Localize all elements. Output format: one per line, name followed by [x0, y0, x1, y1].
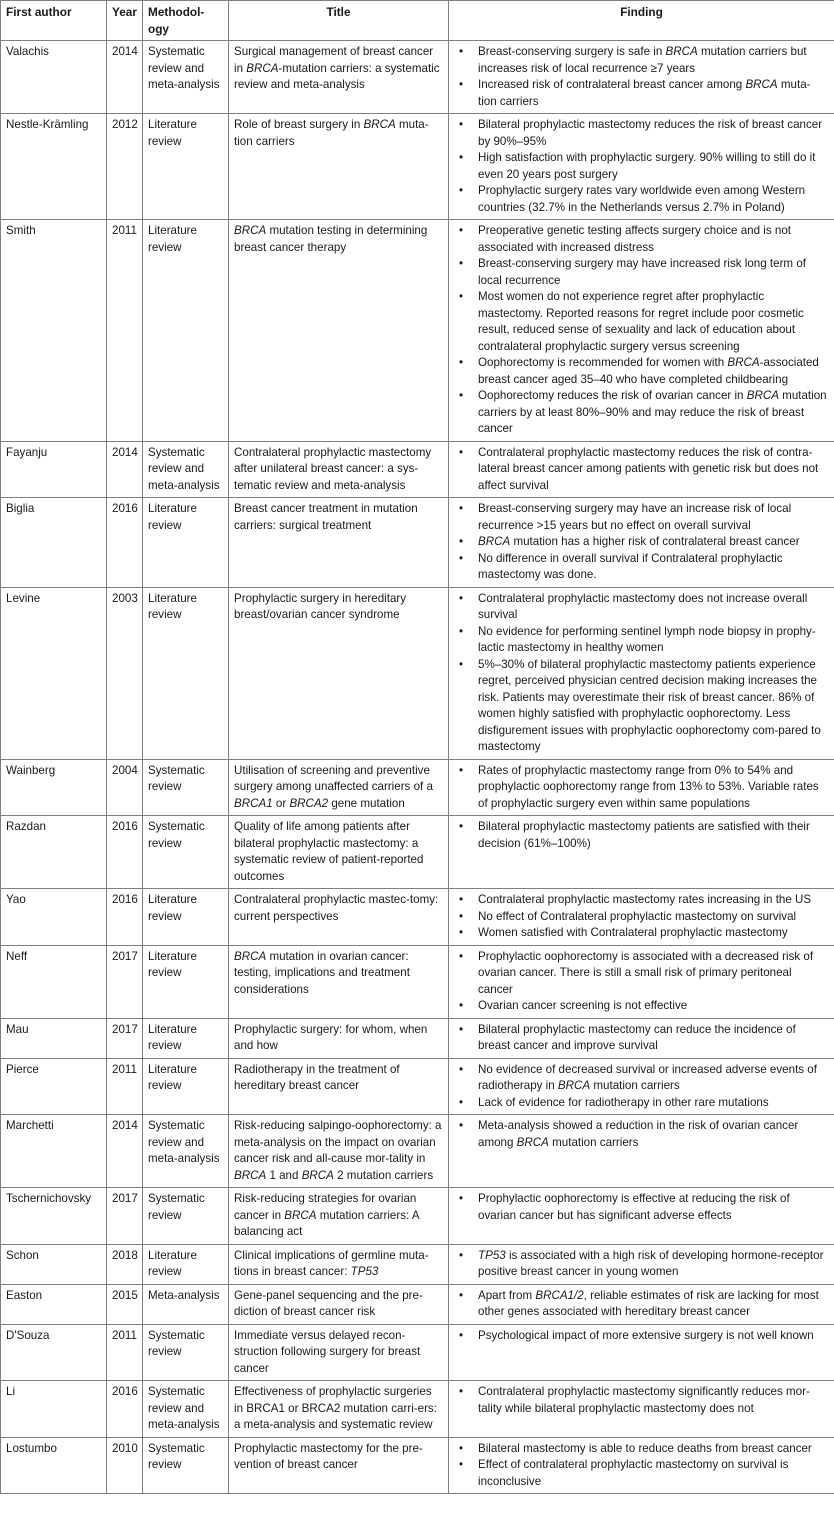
finding-item: • Rates of prophylactic mastectomy range from 0% to 54% and prophylactic oophorectomy range from 13% to 53%. Variable rates of prophylactic surgery even within same populations [454, 763, 829, 813]
cell-author: Li [1, 1381, 107, 1438]
header-title: Title [229, 1, 449, 41]
cell-title: Prophylactic surgery in hereditary breast/ovarian cancer syndrome [229, 587, 449, 759]
finding-item: • Bilateral mastectomy is able to reduce deaths from breast cancer [454, 1441, 829, 1458]
cell-year: 2017 [107, 945, 143, 1018]
cell-methodology: Systematic review and meta-analysis [143, 441, 229, 498]
finding-list [454, 1191, 829, 1224]
cell-finding [449, 1381, 834, 1438]
cell-title: Effectiveness of prophylactic surgeries in BRCA1 or BRCA2 mutation carri-ers: a meta-analysis and systematic review [229, 1381, 449, 1438]
cell-author: Biglia [1, 498, 107, 588]
cell-year: 2016 [107, 816, 143, 889]
finding-item: • Breast-conserving surgery may have an increase risk of local recurrence >15 years but no effect on overall survival [454, 501, 829, 534]
cell-year: 2017 [107, 1018, 143, 1058]
finding-item: • No effect of Contralateral prophylactic mastectomy on survival [454, 909, 829, 926]
cell-year: 2014 [107, 441, 143, 498]
cell-methodology: Literature review [143, 1058, 229, 1115]
finding-item: • Women satisfied with Contralateral prophylactic mastectomy [454, 925, 829, 942]
cell-methodology: Systematic review [143, 1324, 229, 1381]
cell-author: Smith [1, 220, 107, 442]
cell-methodology: Systematic review [143, 759, 229, 816]
table-row [1, 945, 834, 1018]
table-row [1, 1058, 834, 1115]
table-row [1, 41, 834, 114]
table-row [1, 220, 834, 442]
cell-year: 2011 [107, 1058, 143, 1115]
cell-finding [449, 1058, 834, 1115]
cell-title: Prophylactic mastectomy for the pre-vention of breast cancer [229, 1437, 449, 1494]
finding-list [454, 117, 829, 216]
cell-title: BRCA mutation testing in determining breast cancer therapy [229, 220, 449, 442]
finding-item: • Contralateral prophylactic mastectomy significantly reduces mor-tality while bilateral prophylactic mastectomy does not [454, 1384, 829, 1417]
finding-item: • Oophorectomy reduces the risk of ovarian cancer in BRCA mutation carriers by at least 80%–90% and may reduce the risk of breast cancer [454, 388, 829, 438]
cell-year: 2011 [107, 1324, 143, 1381]
table-row [1, 441, 834, 498]
finding-item: • Breast-conserving surgery is safe in BRCA mutation carriers but increases risk of local recurrence ≥7 years [454, 44, 829, 77]
cell-author: Schon [1, 1244, 107, 1284]
finding-item: • No evidence of decreased survival or increased adverse events of radiotherapy in BRCA mutation carriers [454, 1062, 829, 1095]
cell-author: Tschernichovsky [1, 1188, 107, 1245]
cell-finding [449, 1244, 834, 1284]
cell-finding [449, 759, 834, 816]
finding-list [454, 223, 829, 438]
cell-finding [449, 498, 834, 588]
cell-title: Surgical management of breast cancer in BRCA-mutation carriers: a systematic review and meta-analysis [229, 41, 449, 114]
cell-author: Valachis [1, 41, 107, 114]
finding-list [454, 949, 829, 1015]
cell-finding [449, 1018, 834, 1058]
cell-year: 2015 [107, 1284, 143, 1324]
finding-item: • Contralateral prophylactic mastectomy rates increasing in the US [454, 892, 829, 909]
cell-finding [449, 220, 834, 442]
cell-author: Razdan [1, 816, 107, 889]
cell-methodology: Literature review [143, 1244, 229, 1284]
cell-year: 2016 [107, 1381, 143, 1438]
finding-item: • Ovarian cancer screening is not effective [454, 998, 829, 1015]
cell-finding [449, 816, 834, 889]
cell-finding [449, 114, 834, 220]
finding-list [454, 1288, 829, 1321]
finding-item: • Bilateral prophylactic mastectomy patients are satisfied with their decision (61%–100%) [454, 819, 829, 852]
cell-author: Nestle-Krämling [1, 114, 107, 220]
cell-title: Radiotherapy in the treatment of hereditary breast cancer [229, 1058, 449, 1115]
cell-year: 2003 [107, 587, 143, 759]
finding-item: • Prophylactic oophorectomy is associated with a decreased risk of ovarian cancer. There is still a small risk of primary peritoneal cancer [454, 949, 829, 999]
finding-item: • 5%–30% of bilateral prophylactic mastectomy patients experience regret, perceived physician centred decision making increases the risk. Patients may overestimate their risk of breast cancer. 86% of women highly satisfied with prophylactic oophorectomy. Less disfigurement issues with prophylactic oophorectomy com-pared to mastectomy [454, 657, 829, 756]
finding-item: • Contralateral prophylactic mastectomy reduces the risk of contra-lateral breast cancer among patients with genetic risk but does not affect survival [454, 445, 829, 495]
finding-list [454, 763, 829, 813]
finding-list [454, 1022, 829, 1055]
cell-author: Easton [1, 1284, 107, 1324]
cell-finding [449, 889, 834, 946]
cell-finding [449, 587, 834, 759]
cell-finding [449, 41, 834, 114]
finding-item: • Apart from BRCA1/2, reliable estimates of risk are lacking for most other genes associated with hereditary breast cancer [454, 1288, 829, 1321]
cell-year: 2011 [107, 220, 143, 442]
cell-title: BRCA mutation in ovarian cancer: testing, implications and treatment considerations [229, 945, 449, 1018]
cell-year: 2010 [107, 1437, 143, 1494]
cell-author: Wainberg [1, 759, 107, 816]
finding-item: • Breast-conserving surgery may have increased risk long term of local recurrence [454, 256, 829, 289]
cell-methodology: Literature review [143, 114, 229, 220]
cell-title: Utilisation of screening and preventive surgery among unaffected carriers of a BRCA1 or BRCA2 gene mutation [229, 759, 449, 816]
finding-item: • Contralateral prophylactic mastectomy does not increase overall survival [454, 591, 829, 624]
cell-methodology: Meta-analysis [143, 1284, 229, 1324]
cell-author: Mau [1, 1018, 107, 1058]
table-row [1, 1324, 834, 1381]
finding-list [454, 1248, 829, 1281]
cell-year: 2016 [107, 498, 143, 588]
header-finding: Finding [449, 1, 834, 41]
cell-title: Risk-reducing salpingo-oophorectomy: a meta-analysis on the impact on ovarian cancer risk and all-cause mor-tality in BRCA 1 and BRCA 2 mutation carriers [229, 1115, 449, 1188]
finding-list [454, 892, 829, 942]
table-row [1, 759, 834, 816]
cell-year: 2014 [107, 1115, 143, 1188]
finding-list [454, 1384, 829, 1417]
cell-author: D'Souza [1, 1324, 107, 1381]
cell-finding [449, 441, 834, 498]
cell-title: Risk-reducing strategies for ovarian cancer in BRCA mutation carriers: A balancing act [229, 1188, 449, 1245]
finding-item: • Prophylactic surgery rates vary worldwide even among Western countries (32.7% in the Netherlands versus 2.7% in Poland) [454, 183, 829, 216]
table-row [1, 889, 834, 946]
cell-title: Immediate versus delayed recon-struction following surgery for breast cancer [229, 1324, 449, 1381]
cell-year: 2018 [107, 1244, 143, 1284]
cell-methodology: Systematic review [143, 816, 229, 889]
cell-methodology: Literature review [143, 220, 229, 442]
cell-title: Contralateral prophylactic mastec-tomy: current perspectives [229, 889, 449, 946]
cell-finding [449, 1188, 834, 1245]
cell-methodology: Literature review [143, 1018, 229, 1058]
cell-author: Yao [1, 889, 107, 946]
finding-list [454, 1062, 829, 1112]
finding-item: • Bilateral prophylactic mastectomy can reduce the incidence of breast cancer and improve survival [454, 1022, 829, 1055]
finding-list [454, 501, 829, 584]
finding-list [454, 591, 829, 756]
table-row [1, 1381, 834, 1438]
finding-item: • Most women do not experience regret after prophylactic mastectomy. Reported reasons for regret include poor cosmetic result, reduced sense of sexuality and lack of education about contralateral prophylactic surgery versus screening [454, 289, 829, 355]
cell-title: Clinical implications of germline muta-tions in breast cancer: TP53 [229, 1244, 449, 1284]
finding-item: • BRCA mutation has a higher risk of contralateral breast cancer [454, 534, 829, 551]
cell-methodology: Literature review [143, 889, 229, 946]
finding-item: • High satisfaction with prophylactic surgery. 90% willing to still do it even 20 years post surgery [454, 150, 829, 183]
cell-year: 2014 [107, 41, 143, 114]
cell-methodology: Systematic review [143, 1188, 229, 1245]
cell-author: Neff [1, 945, 107, 1018]
header-row [1, 1, 834, 41]
cell-title: Gene-panel sequencing and the pre-diction of breast cancer risk [229, 1284, 449, 1324]
table-row [1, 1244, 834, 1284]
finding-item: • Prophylactic oophorectomy is effective at reducing the risk of ovarian cancer but has significant adverse effects [454, 1191, 829, 1224]
cell-methodology: Literature review [143, 498, 229, 588]
cell-title: Quality of life among patients after bilateral prophylactic mastectomy: a systematic review of patient-reported outcomes [229, 816, 449, 889]
cell-finding [449, 1115, 834, 1188]
table-row [1, 587, 834, 759]
cell-title: Contralateral prophylactic mastectomy after unilateral breast cancer: a sys-tematic review and meta-analysis [229, 441, 449, 498]
cell-finding [449, 945, 834, 1018]
finding-list [454, 445, 829, 495]
finding-list [454, 44, 829, 110]
finding-item: • Psychological impact of more extensive surgery is not well known [454, 1328, 829, 1345]
cell-methodology: Literature review [143, 587, 229, 759]
cell-author: Fayanju [1, 441, 107, 498]
cell-author: Marchetti [1, 1115, 107, 1188]
cell-year: 2017 [107, 1188, 143, 1245]
table-row [1, 816, 834, 889]
finding-list [454, 1441, 829, 1491]
table-row [1, 1018, 834, 1058]
table-row [1, 1115, 834, 1188]
finding-item: • Preoperative genetic testing affects surgery choice and is not associated with increased distress [454, 223, 829, 256]
finding-item: • Meta-analysis showed a reduction in the risk of ovarian cancer among BRCA mutation carriers [454, 1118, 829, 1151]
finding-item: • Increased risk of contralateral breast cancer among BRCA muta-tion carriers [454, 77, 829, 110]
cell-methodology: Literature review [143, 945, 229, 1018]
cell-title: Role of breast surgery in BRCA muta-tion carriers [229, 114, 449, 220]
finding-item: • Lack of evidence for radiotherapy in other rare mutations [454, 1095, 829, 1112]
cell-finding [449, 1284, 834, 1324]
cell-year: 2004 [107, 759, 143, 816]
cell-year: 2016 [107, 889, 143, 946]
table-row [1, 498, 834, 588]
finding-list [454, 1118, 829, 1151]
finding-list [454, 1328, 829, 1345]
cell-finding [449, 1324, 834, 1381]
table-row [1, 114, 834, 220]
finding-item: • TP53 is associated with a high risk of developing hormone-receptor positive breast cancer in young women [454, 1248, 829, 1281]
finding-item: • Bilateral prophylactic mastectomy reduces the risk of breast cancer by 90%–95% [454, 117, 829, 150]
finding-item: • Effect of contralateral prophylactic mastectomy on survival is inconclusive [454, 1457, 829, 1490]
cell-methodology: Systematic review and meta-analysis [143, 1381, 229, 1438]
cell-title: Breast cancer treatment in mutation carriers: surgical treatment [229, 498, 449, 588]
cell-author: Levine [1, 587, 107, 759]
table-row [1, 1284, 834, 1324]
table-body [1, 41, 834, 1494]
finding-list [454, 819, 829, 852]
header-methodology: Methodol- ogy [143, 1, 229, 41]
cell-methodology: Systematic review and meta-analysis [143, 41, 229, 114]
cell-author: Lostumbo [1, 1437, 107, 1494]
table-row [1, 1437, 834, 1494]
cell-year: 2012 [107, 114, 143, 220]
header-author: First author [1, 1, 107, 41]
finding-item: • No difference in overall survival if Contralateral prophylactic mastectomy was done. [454, 551, 829, 584]
cell-methodology: Systematic review [143, 1437, 229, 1494]
finding-item: • Oophorectomy is recommended for women with BRCA-associated breast cancer aged 35–40 who have completed childbearing [454, 355, 829, 388]
header-year: Year [107, 1, 143, 41]
finding-item: • No evidence for performing sentinel lymph node biopsy in prophy-lactic mastectomy in healthy women [454, 624, 829, 657]
table-row [1, 1188, 834, 1245]
cell-author: Pierce [1, 1058, 107, 1115]
cell-methodology: Systematic review and meta-analysis [143, 1115, 229, 1188]
cell-finding [449, 1437, 834, 1494]
cell-title: Prophylactic surgery: for whom, when and how [229, 1018, 449, 1058]
